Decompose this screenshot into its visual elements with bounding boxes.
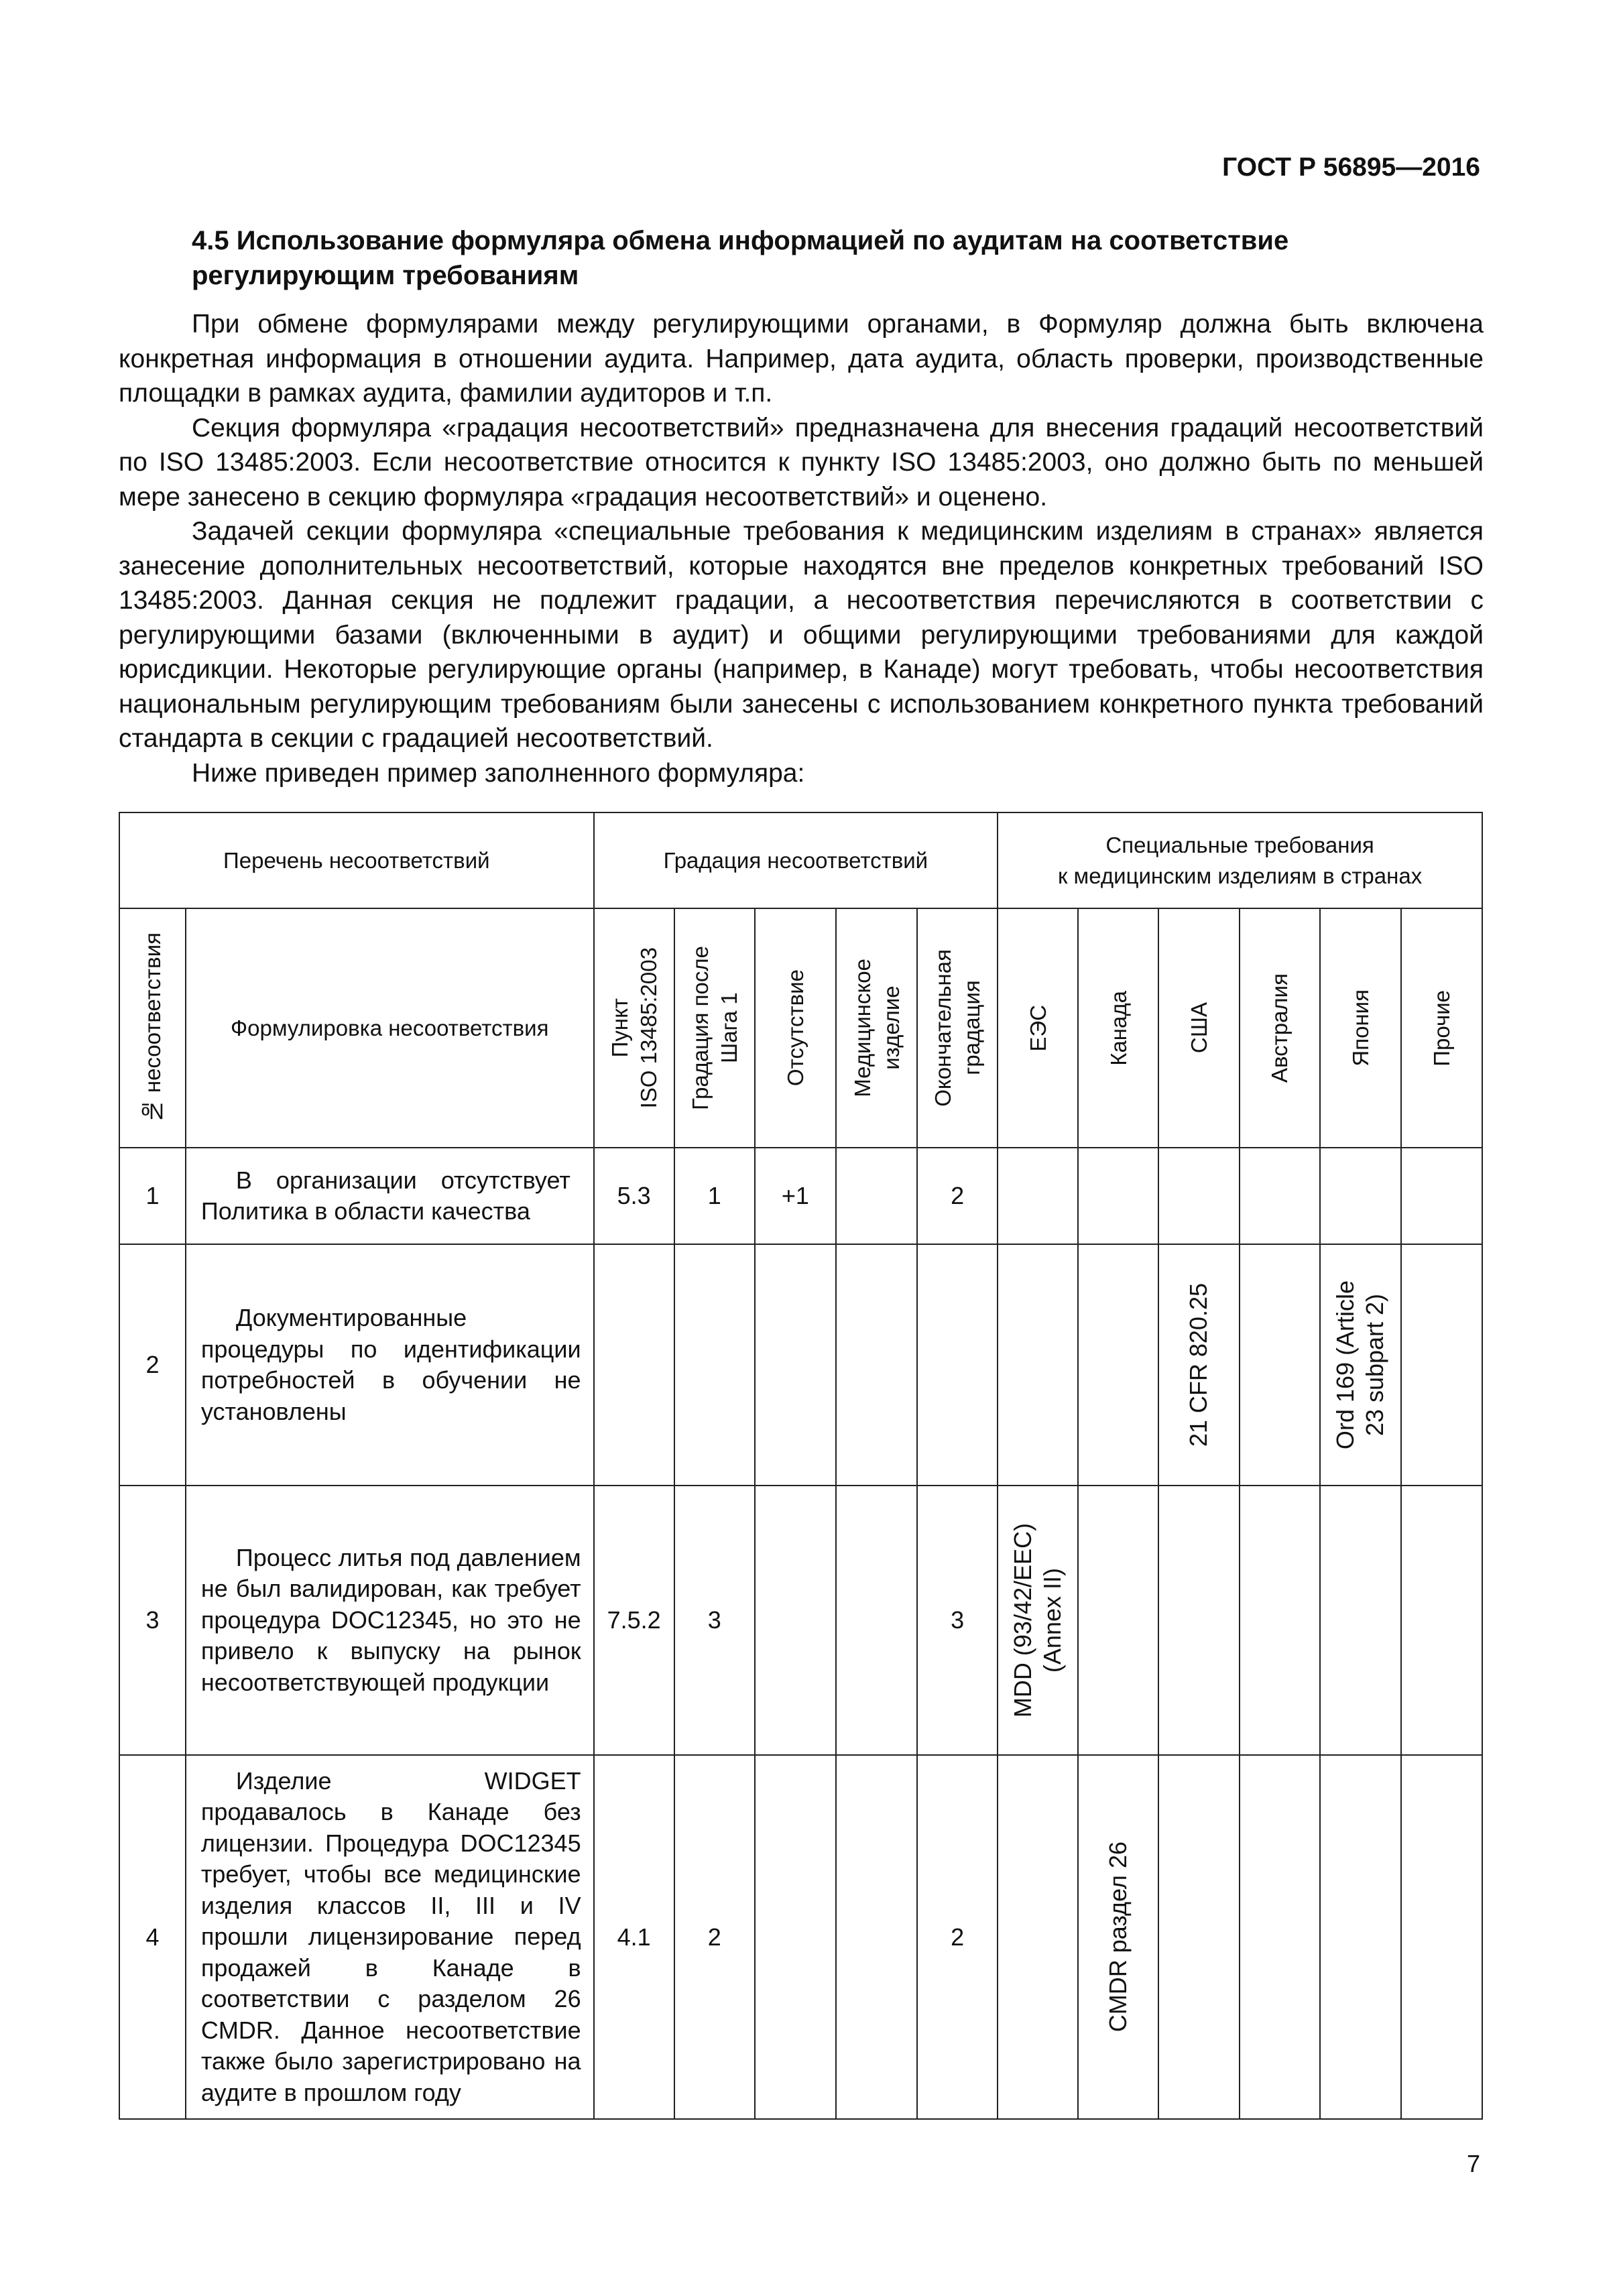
nonconformity-form-table xyxy=(119,812,1483,2120)
row-japan xyxy=(1320,1244,1401,1486)
col-header-device-line-2: изделие xyxy=(878,985,904,1071)
col-header-usa xyxy=(1158,908,1239,1148)
row-canada xyxy=(1078,1755,1158,2119)
col-header-canada xyxy=(1078,908,1158,1148)
row-japan xyxy=(1320,1755,1401,2119)
col-header-device xyxy=(836,908,917,1148)
col-header-clause-line-2: ISO 13485:2003 xyxy=(636,947,661,1109)
table-row xyxy=(119,1148,1482,1244)
row-description xyxy=(186,1486,594,1755)
row-device xyxy=(836,1244,917,1486)
row-number: 3 xyxy=(119,1486,186,1755)
row-final xyxy=(917,1244,998,1486)
row-canada xyxy=(1078,1486,1158,1755)
row-usa xyxy=(1158,1486,1239,1755)
row-absence: +1 xyxy=(755,1148,836,1244)
row-ees-line-1: MDD (93/42/EEC) xyxy=(1009,1522,1037,1718)
row-japan-line-1: Ord 169 (Article xyxy=(1331,1280,1360,1450)
row-number: 4 xyxy=(119,1755,186,2119)
section-heading-line-2: регулирующим требованиям xyxy=(192,261,579,290)
row-ees xyxy=(998,1486,1078,1755)
paragraph: Ниже приведен пример заполненного формуляра: xyxy=(192,758,805,788)
col-header-after-step-line-2: Шага 1 xyxy=(716,992,741,1064)
row-other xyxy=(1401,1244,1482,1486)
page-number: 7 xyxy=(1466,2150,1480,2177)
col-header-device-line-1: Медицинское xyxy=(849,959,875,1097)
row-canada-text: CMDR раздел 26 xyxy=(1104,1841,1132,2033)
row-absence xyxy=(755,1244,836,1486)
group-header-special xyxy=(998,812,1482,908)
row-number: 1 xyxy=(119,1148,186,1244)
row-description xyxy=(186,1244,594,1486)
row-device xyxy=(836,1486,917,1755)
row-device xyxy=(836,1148,917,1244)
row-usa xyxy=(1158,1244,1239,1486)
row-description-text: Процесс литья под давлением не был валидирован, как требует процедура DOC12345, но это не привело к выпуску на рынок несоответствующей продукции xyxy=(200,1543,581,1696)
col-header-ees xyxy=(998,908,1078,1148)
table-column-header-row xyxy=(119,908,1482,1148)
row-number: 2 xyxy=(119,1244,186,1486)
row-description xyxy=(186,1148,594,1244)
col-header-number-text: № несоответствия xyxy=(139,932,165,1124)
row-other xyxy=(1401,1755,1482,2119)
row-canada xyxy=(1078,1244,1158,1486)
table-row xyxy=(119,1486,1482,1755)
row-australia xyxy=(1240,1148,1320,1244)
col-header-canada-text: Канада xyxy=(1105,990,1131,1066)
col-header-australia-text: Австралия xyxy=(1267,973,1293,1083)
col-header-absence-text: Отсутствие xyxy=(782,969,808,1087)
row-other xyxy=(1401,1148,1482,1244)
body-text xyxy=(119,307,1484,790)
col-header-absence xyxy=(755,908,836,1148)
row-after-step: 2 xyxy=(674,1755,755,2119)
row-final: 3 xyxy=(917,1486,998,1755)
row-after-step: 1 xyxy=(674,1148,755,1244)
row-description xyxy=(186,1755,594,2119)
col-header-japan xyxy=(1320,908,1401,1148)
row-ees xyxy=(998,1755,1078,2119)
row-clause: 5.3 xyxy=(594,1148,674,1244)
table-group-header-row xyxy=(119,812,1482,908)
row-japan-line-2: 23 subpart 2) xyxy=(1361,1293,1389,1437)
row-ees xyxy=(998,1148,1078,1244)
col-header-clause-line-1: Пункт xyxy=(607,998,632,1058)
row-description-line-1: В организации отсутствует xyxy=(235,1166,570,1194)
row-canada xyxy=(1078,1148,1158,1244)
group-header-special-line-1: Специальные требования xyxy=(1105,832,1374,857)
row-clause: 7.5.2 xyxy=(594,1486,674,1755)
paragraph: Задачей секции формуляра «специальные требования к медицинским изделиям в странах» является занесение дополнительных несоответствий, которые находятся вне пределов конкретных требований ISO 13485:2003. Данная секция не подлежит градации, а несоответствия перечисляются в соответствии с регулирующими базами (включенными в аудит) и общими регулирующими требованиями для каждой юрисдикции. Некоторые регулирующие органы (например, в Канаде) могут требовать, чтобы несоответствия национальным регулирующим требованиям были занесены с использованием конкретного пункта требований стандарта в секции с градацией несоответствий. xyxy=(119,517,1484,753)
col-header-other-text: Прочие xyxy=(1429,989,1454,1067)
section-heading xyxy=(192,223,1465,293)
row-final: 2 xyxy=(917,1755,998,2119)
row-device xyxy=(836,1755,917,2119)
col-header-after-step xyxy=(674,908,755,1148)
col-header-ees-text: ЕЭС xyxy=(1025,1004,1050,1052)
col-header-usa-text: США xyxy=(1186,1002,1211,1054)
row-after-step xyxy=(674,1244,755,1486)
row-description-text: Документированные процедуры по идентификации потребностей в обучении не установлены xyxy=(200,1304,581,1425)
row-final: 2 xyxy=(917,1148,998,1244)
table-row xyxy=(119,1755,1482,2119)
row-japan xyxy=(1320,1486,1401,1755)
col-header-other xyxy=(1401,908,1482,1148)
group-header-special-line-2: к медицинским изделиям в странах xyxy=(1057,863,1423,888)
row-absence xyxy=(755,1486,836,1755)
row-absence xyxy=(755,1755,836,2119)
row-japan xyxy=(1320,1148,1401,1244)
col-header-after-step-line-1: Градация после xyxy=(687,945,713,1111)
document-number: ГОСТ Р 56895—2016 xyxy=(1222,153,1480,182)
row-other xyxy=(1401,1486,1482,1755)
col-header-wording: Формулировка несоответствия xyxy=(186,908,594,1148)
col-header-final xyxy=(917,908,998,1148)
row-usa xyxy=(1158,1755,1239,2119)
paragraph: Секция формуляра «градация несоответствий» предназначена для внесения градаций несоответствий по ISO 13485:2003. Если несоответствие относится к пункту ISO 13485:2003, оно должно быть по меньшей мере занесено в секцию формуляра «градация несоответствий» и оценено. xyxy=(119,413,1484,511)
group-header-list: Перечень несоответствий xyxy=(119,812,594,908)
col-header-australia xyxy=(1240,908,1320,1148)
row-ees-line-2: (Annex II) xyxy=(1038,1567,1067,1673)
col-header-final-line-2: градация xyxy=(959,980,985,1076)
row-australia xyxy=(1240,1244,1320,1486)
row-description-line-2: Политика в области качества xyxy=(200,1197,530,1225)
section-heading-line-1: 4.5 Использование формуляра обмена информацией по аудитам на соответствие xyxy=(192,226,1289,255)
row-clause xyxy=(594,1244,674,1486)
group-header-grading: Градация несоответствий xyxy=(594,812,998,908)
col-header-number xyxy=(119,908,186,1148)
col-header-final-line-1: Окончательная xyxy=(930,949,956,1107)
col-header-clause xyxy=(594,908,674,1148)
row-australia xyxy=(1240,1755,1320,2119)
col-header-japan-text: Япония xyxy=(1347,989,1373,1067)
row-description-text: Изделие WIDGET продавалось в Канаде без лицензии. Процедура DOC12345 требует, чтобы все медицинские изделия классов II, III и IV прошли лицензирование перед продажей в Канаде в соответствии с разделом 26 CMDR. Данное несоответствие также было зарегистрировано на аудите в прошлом году xyxy=(200,1766,581,2106)
row-usa-text: 21 CFR 820.25 xyxy=(1185,1282,1213,1447)
row-after-step: 3 xyxy=(674,1486,755,1755)
table-row xyxy=(119,1244,1482,1486)
paragraph: При обмене формулярами между регулирующими органами, в Формуляр должна быть включена конкретная информация в отношении аудита. Например, дата аудита, область проверки, производственные площадки в рамках аудита, фамилии аудиторов и т.п. xyxy=(119,310,1484,408)
row-ees xyxy=(998,1244,1078,1486)
row-clause: 4.1 xyxy=(594,1755,674,2119)
row-australia xyxy=(1240,1486,1320,1755)
row-usa xyxy=(1158,1148,1239,1244)
